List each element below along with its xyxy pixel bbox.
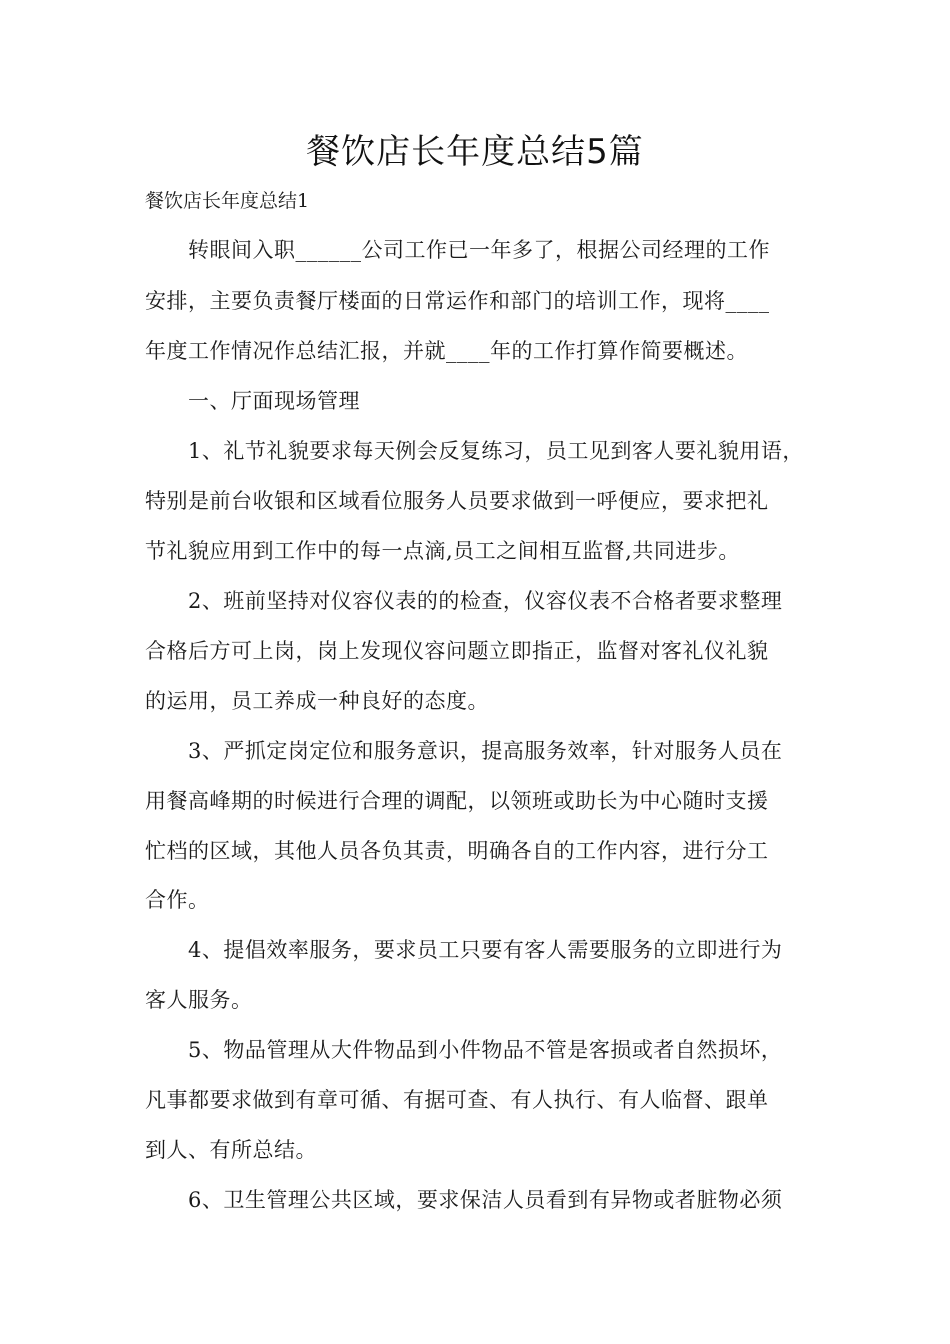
paragraph-line: 4、提倡效率服务，要求员工只要有客人需要服务的立即进行为 bbox=[188, 938, 783, 962]
section-heading: 餐饮店长年度总结1 bbox=[145, 190, 310, 212]
paragraph-line: 5、物品管理从大件物品到小件物品不管是客损或者自然损坏， bbox=[188, 1038, 783, 1062]
paragraph-line: 节礼貌应用到工作中的每一点滴,员工之间相互监督,共同进步。 bbox=[145, 539, 740, 563]
paragraph-line: 1、礼节礼貌要求每天例会反复练习，员工见到客人要礼貌用语， bbox=[188, 439, 804, 463]
paragraph-line: 年度工作情况作总结汇报，并就____年的工作打算作简要概述。 bbox=[145, 339, 748, 363]
paragraph-line: 特别是前台收银和区域看位服务人员要求做到一呼便应，要求把礼 bbox=[145, 489, 769, 513]
paragraph-line: 忙档的区域，其他人员各负其责，明确各自的工作内容，进行分工 bbox=[145, 839, 769, 863]
paragraph-line: 的运用，员工养成一种良好的态度。 bbox=[145, 689, 489, 713]
paragraph-line: 2、班前坚持对仪容仪表的的检查，仪容仪表不合格者要求整理 bbox=[188, 589, 783, 613]
paragraph-line: 凡事都要求做到有章可循、有据可查、有人执行、有人临督、跟单 bbox=[145, 1088, 769, 1112]
paragraph-line: 合作。 bbox=[145, 888, 210, 912]
section-title: 一、厅面现场管理 bbox=[188, 389, 360, 413]
paragraph-line: 用餐高峰期的时候进行合理的调配，以领班或助长为中心随时支援 bbox=[145, 789, 769, 813]
paragraph-line: 安排，主要负责餐厅楼面的日常运作和部门的培训工作，现将____ bbox=[145, 289, 770, 313]
paragraph-line: 转眼间入职______公司工作已一年多了，根据公司经理的工作 bbox=[188, 238, 770, 262]
paragraph-line: 3、严抓定岗定位和服务意识，提高服务效率，针对服务人员在 bbox=[188, 739, 783, 763]
document-title: 餐饮店长年度总结5篇 bbox=[306, 132, 644, 172]
paragraph-line: 6、卫生管理公共区域，要求保洁人员看到有异物或者脏物必须 bbox=[188, 1188, 783, 1212]
paragraph-line: 客人服务。 bbox=[145, 988, 253, 1012]
paragraph-line: 合格后方可上岗，岗上发现仪容问题立即指正，监督对客礼仪礼貌 bbox=[145, 639, 769, 663]
paragraph-line: 到人、有所总结。 bbox=[145, 1138, 317, 1162]
